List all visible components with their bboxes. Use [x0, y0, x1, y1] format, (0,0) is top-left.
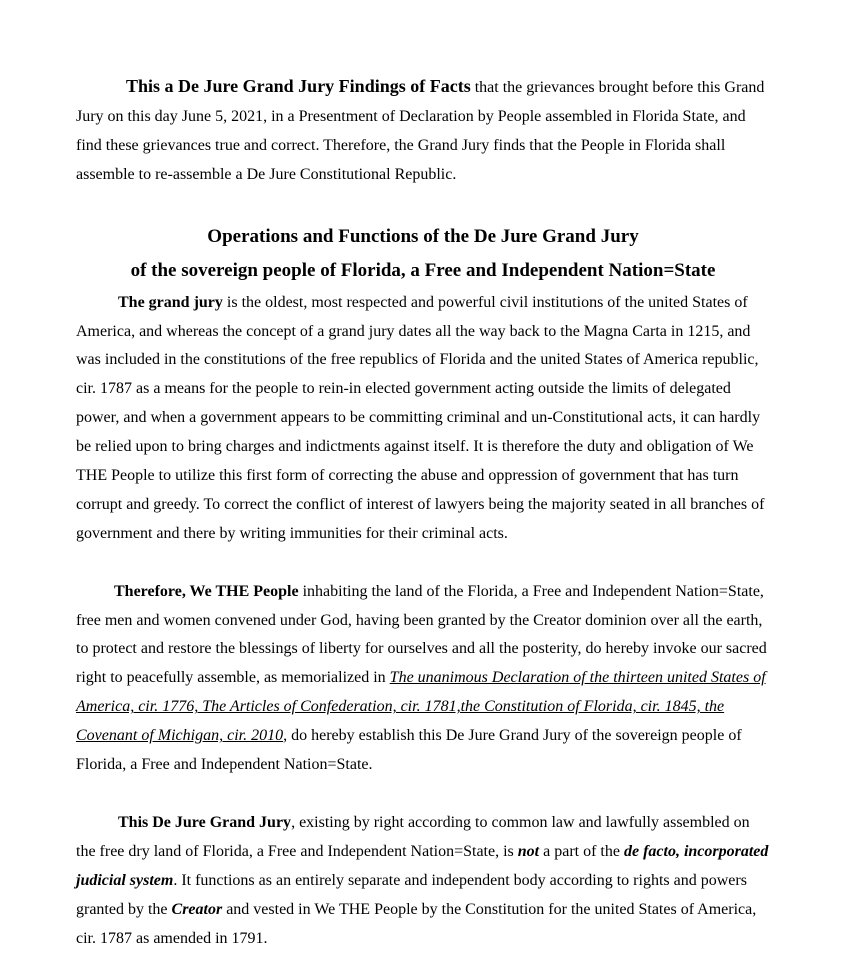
grand-jury-lead: The grand jury [118, 293, 223, 311]
heading-line-1: Operations and Functions of the De Jure Grand Jury [207, 225, 639, 247]
dejure-body-3: . It functions as an entirely separate and independent body according to rights and powers granted by the [76, 871, 747, 918]
section-heading [76, 220, 770, 289]
findings-lead: This a De Jure Grand Jury Findings of Facts [126, 76, 471, 96]
findings-paragraph [76, 0, 770, 190]
grand-jury-body: is the oldest, most respected and powerful civil institutions of the united States of America, and whereas the concept of a grand jury dates all the way back to the Magna Carta in 1215, and was included in the constitutions of the free republics of Florida and the united States of America republic, cir. 1787 as a means for the people to rein-in elected government acting outside the limits of delegated power, and when a government appears to be committing criminal and un-Constitutional acts, it can hardly be relied upon to bring charges and indictments against itself. It is therefore the duty and obligation of We THE People to utilize this first form of correcting the abuse and oppression of government that has turn corrupt and greedy. To correct the conflict of interest of lawyers being the majority seated in all branches of government and there by writing immunities for their criminal acts. [76, 293, 765, 542]
dejure-emph-not: not [517, 842, 540, 860]
dejure-emph-creator: Creator [171, 900, 223, 918]
grand-jury-paragraph [76, 289, 770, 549]
dejure-body-2: a part of the [539, 842, 624, 860]
heading-line-2: of the sovereign people of Florida, a Free and Independent Nation=State [130, 260, 716, 282]
therefore-body-after: , do hereby establish this De Jure Grand Jury of the sovereign people of Florida, a Free and Independent Nation=State. [76, 727, 742, 774]
dejure-paragraph [76, 809, 770, 954]
founding-documents-references: The unanimous Declaration of the thirteen united States of America, cir. 1776, The Articles of Confederation, cir. 1781,the Constitution of Florida, cir. 1845, the Covenant of Michigan, cir. 2010 [76, 669, 766, 745]
findings-body: that the grievances brought before this Grand Jury on this day June 5, 2021, in a Presentment of Declaration by People assembled in Florida State, and find these grievances true and correct. Therefore, the Grand Jury finds that the People in Florida shall assemble to re-assemble a De Jure Constitutional Republic. [76, 79, 765, 183]
dejure-body-4: and vested in We THE People by the Constitution for the united States of America, cir. 1787 as amended in 1791. [76, 900, 757, 947]
dejure-emph-system: de facto, incorporated judicial system [76, 842, 769, 889]
therefore-lead: Therefore, We THE People [114, 582, 299, 600]
therefore-paragraph [76, 578, 770, 780]
dejure-lead: This De Jure Grand Jury [118, 813, 292, 831]
therefore-body-before: inhabiting the land of the Florida, a Free and Independent Nation=State, free men and women convened under God, having been granted by the Creator dominion over all the earth, to protect and restore the blessings of liberty for ourselves and all the posterity, do hereby invoke our sacred right to peacefully assemble, as memorialized in [76, 582, 767, 687]
dejure-body-1: , existing by right according to common law and lawfully assembled on the free dry land of Florida, a Free and Independent Nation=State, is [76, 813, 750, 860]
